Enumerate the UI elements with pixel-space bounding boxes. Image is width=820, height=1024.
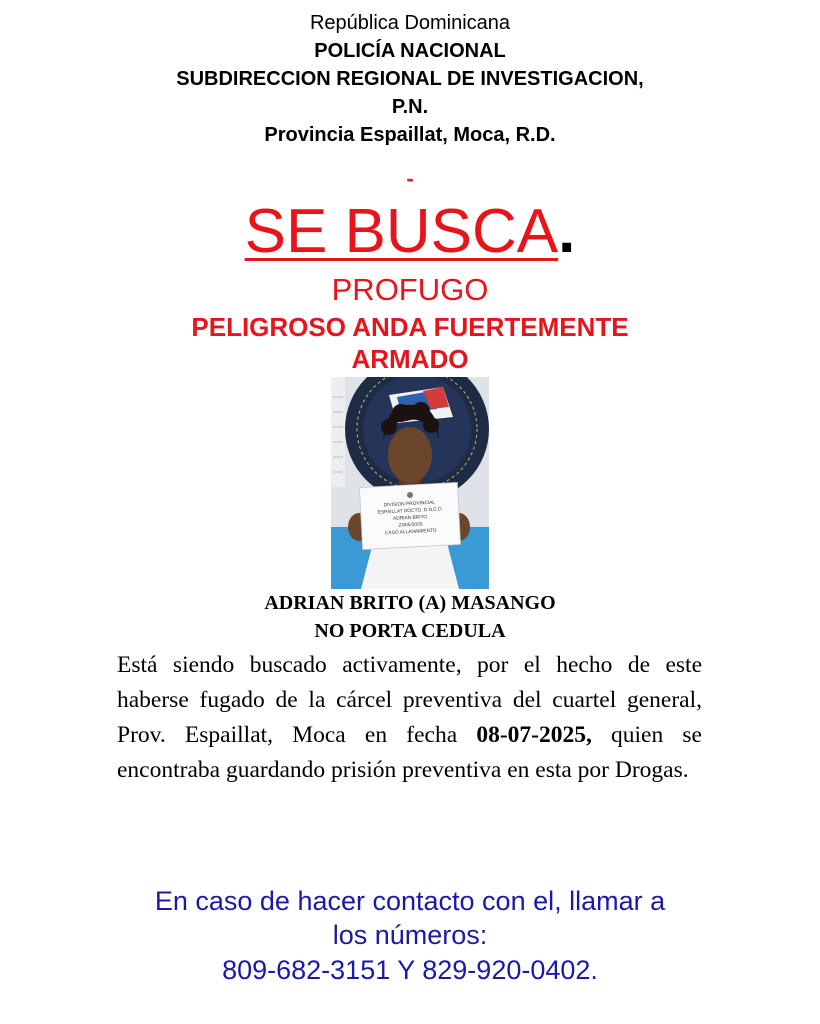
contact-phone-numbers: 809-682-3151 Y 829-920-0402. — [222, 955, 598, 985]
dash-mark: - — [406, 166, 414, 191]
wanted-period: . — [558, 197, 576, 266]
agency-heading: POLICÍA NACIONAL — [314, 40, 506, 62]
description-text-after: quien se encontraba guardando prisión preventiva en esta por Drogas. — [117, 722, 702, 783]
sign-line5: CASO ALLANAMIENTO — [384, 528, 437, 537]
escape-date: 08-07-2025, — [476, 722, 592, 748]
sign-line3: ADRIAN BRITO — [393, 515, 428, 522]
danger-warning-line2: ARMADO — [351, 344, 469, 374]
contact-line2: los números: — [332, 920, 488, 950]
wanted-text: SE BUSCA — [244, 197, 559, 266]
fugitive-label: PROFUGO — [331, 272, 489, 307]
division-heading-line1: SUBDIRECCION REGIONAL DE INVESTIGACION, — [176, 68, 644, 90]
description-text-before: Está siendo buscado activamente, por el hecho de este haberse fugado de la cárcel preventiva del cuartel general, Prov. Espaillat, Moca en fecha — [117, 652, 702, 748]
division-heading-line2: P.N. — [391, 96, 429, 118]
suspect-photo — [331, 377, 489, 589]
sign-line4: 23/05/2025 — [398, 522, 423, 529]
wanted-title — [0, 196, 820, 267]
id-status: NO PORTA CEDULA — [314, 620, 506, 642]
sign-line1: DIVISION PROVINCIAL — [383, 500, 436, 509]
suspect-name: ADRIAN BRITO (A) MASANGO — [264, 592, 556, 614]
description-paragraph — [117, 648, 702, 788]
province-heading: Provincia Espaillat, Moca, R.D. — [264, 124, 556, 146]
sign-line2: ESPAILLAT DOCTO. D.N.C.D — [377, 507, 442, 516]
danger-warning-line1: PELIGROSO ANDA FUERTEMENTE — [191, 312, 629, 342]
country-heading: República Dominicana — [309, 12, 511, 34]
contact-line1: En caso de hacer contacto con el, llamar a — [154, 886, 666, 916]
